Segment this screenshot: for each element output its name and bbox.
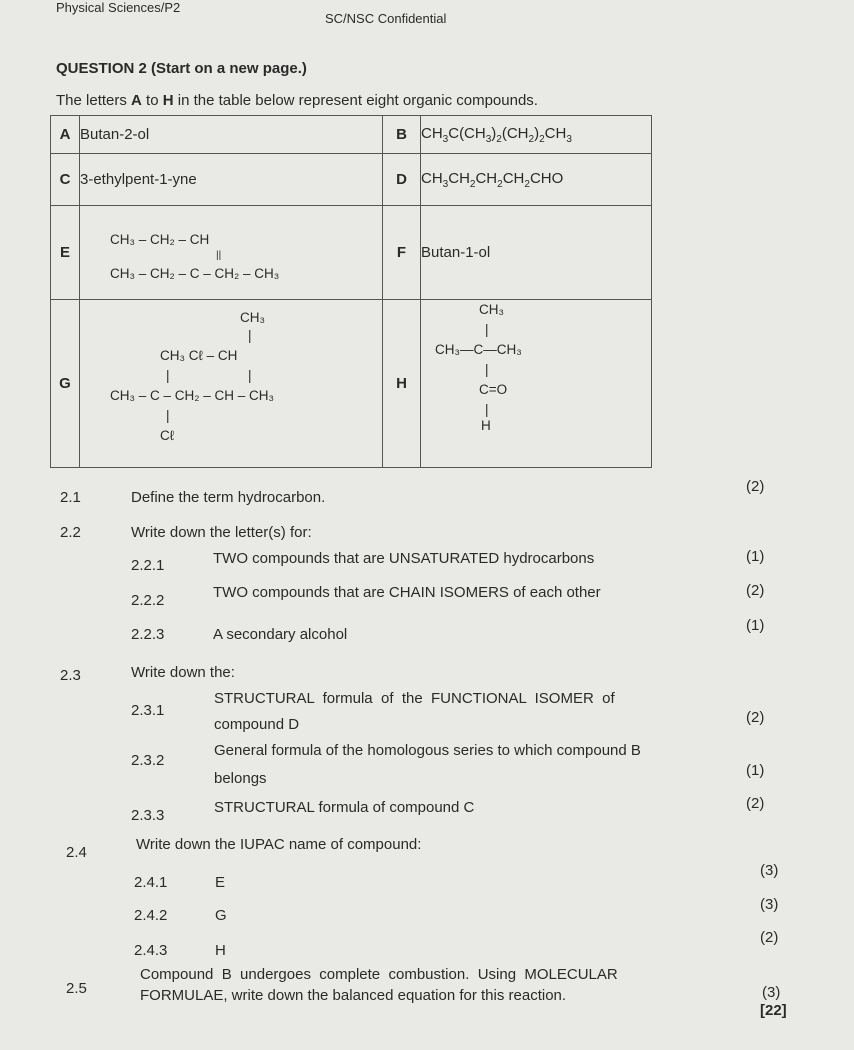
q-2-4-text: Write down the IUPAC name of compound: bbox=[136, 836, 422, 853]
q-2-3-1-num: 2.3.1 bbox=[131, 702, 165, 719]
q-2-3-3-text: STRUCTURAL formula of compound C bbox=[214, 799, 475, 816]
q-2-2-3-num: 2.2.3 bbox=[131, 626, 165, 643]
letter-e: E bbox=[51, 206, 80, 300]
q-2-2-3-marks: (1) bbox=[746, 617, 765, 634]
intro-text: The letters A to H in the table below represent eight organic compounds. bbox=[56, 92, 538, 109]
q-2-3-3-num: 2.3.3 bbox=[131, 807, 165, 824]
q-2-2-2-marks: (2) bbox=[746, 582, 765, 599]
letter-h: H bbox=[383, 300, 421, 468]
q-2-4-num: 2.4 bbox=[66, 844, 87, 861]
compound-table bbox=[50, 115, 652, 468]
q-2-1-num: 2.1 bbox=[60, 489, 81, 506]
header-confidential: SC/NSC Confidential bbox=[325, 11, 447, 26]
q-2-2-text: Write down the letter(s) for: bbox=[131, 524, 312, 541]
q-2-5-text2: FORMULAE, write down the balanced equation for this reaction. bbox=[140, 987, 567, 1004]
letter-b: B bbox=[383, 116, 421, 154]
q-2-1-marks: (2) bbox=[746, 478, 765, 495]
q-2-2-1-num: 2.2.1 bbox=[131, 557, 165, 574]
q-2-3-1-text2: compound D bbox=[214, 716, 300, 733]
header-subject: Physical Sciences/P2 bbox=[56, 0, 181, 15]
q-2-3-2-text2: belongs bbox=[214, 770, 267, 787]
letter-c: C bbox=[51, 154, 80, 206]
compound-h: CH₃ | CH₃—C—CH₃ | C=O | H bbox=[421, 300, 652, 468]
q-2-1-text: Define the term hydrocarbon. bbox=[131, 489, 326, 506]
q-2-2-1-text: TWO compounds that are UNSATURATED hydrocarbons bbox=[213, 550, 595, 567]
q-2-4-1-text: E bbox=[215, 874, 226, 891]
q-2-4-3-marks: (2) bbox=[760, 929, 779, 946]
q-2-3-3-marks: (2) bbox=[746, 795, 765, 812]
q-2-4-2-num: 2.4.2 bbox=[134, 907, 168, 924]
question-title: QUESTION 2 (Start on a new page.) bbox=[56, 60, 307, 77]
q-2-3-2-text: General formula of the homologous series to which compound B bbox=[214, 742, 641, 759]
compound-f: Butan-1-ol bbox=[421, 206, 652, 300]
q-2-3-1-text: STRUCTURAL formula of the FUNCTIONAL ISOMER of bbox=[214, 690, 615, 707]
q-2-2-num: 2.2 bbox=[60, 524, 81, 541]
q-2-2-2-text: TWO compounds that are CHAIN ISOMERS of each other bbox=[213, 584, 601, 601]
q-2-4-1-marks: (3) bbox=[760, 862, 779, 879]
q-2-4-3-text: H bbox=[215, 942, 226, 959]
q-2-3-text: Write down the: bbox=[131, 664, 235, 681]
q-2-4-2-marks: (3) bbox=[760, 896, 779, 913]
compound-d: $CH_3CH_2CH_2CH_2CHO$ bbox=[421, 154, 652, 206]
compound-g: CH₃ | CH₃ Cℓ – CH | | CH₃ – C – CH₂ – CH – CH₃ | Cℓ bbox=[80, 300, 383, 468]
compound-c: 3-ethylpent-1-yne bbox=[80, 154, 383, 206]
q-2-3-2-num: 2.3.2 bbox=[131, 752, 165, 769]
q-2-2-1-marks: (1) bbox=[746, 548, 765, 565]
q-2-5-num: 2.5 bbox=[66, 980, 87, 997]
q-2-4-2-text: G bbox=[215, 907, 227, 924]
letter-d: D bbox=[383, 154, 421, 206]
q-2-3-num: 2.3 bbox=[60, 667, 81, 684]
letter-a: A bbox=[51, 116, 80, 154]
q-2-4-1-num: 2.4.1 bbox=[134, 874, 168, 891]
q-2-5-text: Compound B undergoes complete combustion. Using MOLECULAR bbox=[140, 966, 618, 983]
q-2-3-2-marks: (1) bbox=[746, 762, 765, 779]
q-2-5-marks: (3) bbox=[762, 984, 781, 1001]
compound-a: Butan-2-ol bbox=[80, 116, 383, 154]
letter-g: G bbox=[51, 300, 80, 468]
compound-e: CH₃ – CH₂ – CH || CH₃ – CH₂ – C – CH₂ – CH₃ bbox=[80, 206, 383, 300]
letter-f: F bbox=[383, 206, 421, 300]
q-2-3-1-marks: (2) bbox=[746, 709, 765, 726]
question-total: [22] bbox=[760, 1002, 787, 1019]
q-2-4-3-num: 2.4.3 bbox=[134, 942, 168, 959]
q-2-2-2-num: 2.2.2 bbox=[131, 592, 165, 609]
q-2-2-3-text: A secondary alcohol bbox=[213, 626, 348, 643]
compound-b: $CH_3C(CH_3)_2(CH_2)_2CH_3$ bbox=[421, 116, 652, 154]
